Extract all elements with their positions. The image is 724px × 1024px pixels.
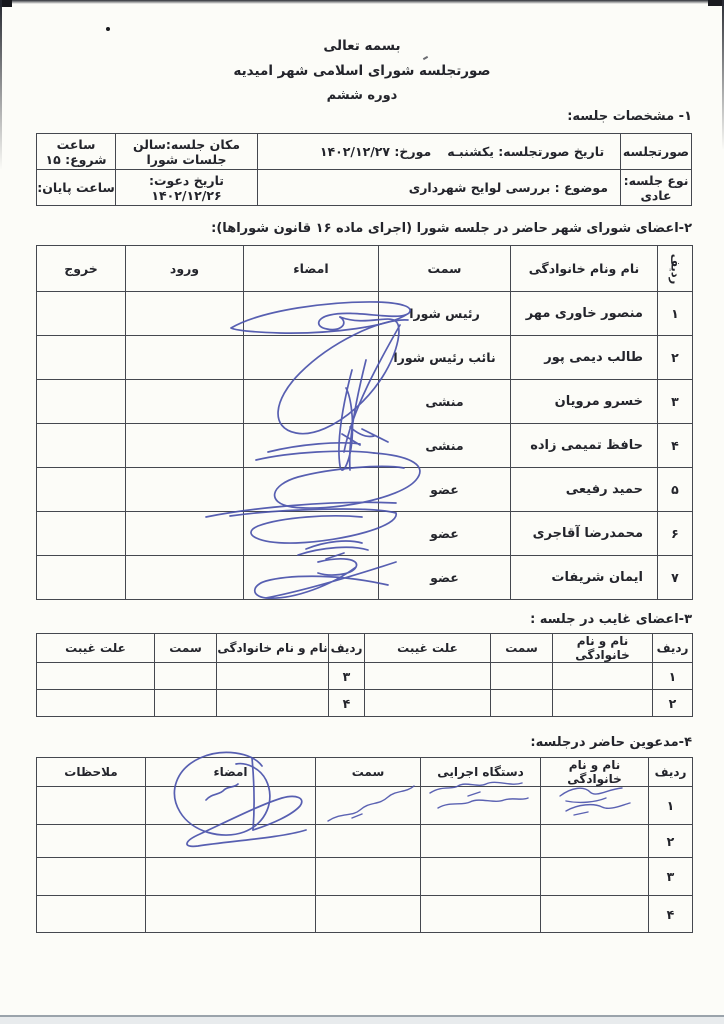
member-name: محمدرضا آقاجری: [511, 512, 658, 556]
col-header-name: نام و نام خانوادگی: [541, 758, 649, 787]
col-header-entry: ورود: [126, 246, 244, 292]
row-number: ۲: [658, 336, 693, 380]
meeting-date: مورخ: ۱۴۰۲/۱۲/۲۷: [319, 144, 432, 159]
invitee-semat-cell: [316, 825, 421, 858]
meeting-place-cell: مکان جلسه:سالن جلسات شورا: [116, 134, 258, 170]
entry-time-cell: [126, 468, 244, 512]
invitee-row: [37, 896, 693, 933]
invitee-row: [37, 825, 693, 858]
invitee-signature-cell: [146, 825, 316, 858]
row-number: ۳: [329, 663, 365, 690]
absent-semat-cell: [155, 663, 217, 690]
minutes-label-cell: صورتجلسه: [621, 134, 692, 170]
col-header-signature: امضاء: [146, 758, 316, 787]
member-row: [37, 336, 693, 380]
row-number: ۱: [653, 663, 693, 690]
entry-time-cell: [126, 380, 244, 424]
invitee-row: [37, 787, 693, 825]
section1-title: ۱- مشخصات جلسه:: [567, 109, 692, 124]
exit-time-cell: [37, 336, 126, 380]
scan-edge-bottom-light: [0, 1017, 724, 1024]
entry-time-cell: [126, 512, 244, 556]
invitee-row: [37, 858, 693, 896]
row-number: ۶: [658, 512, 693, 556]
absent-name-cell: [217, 690, 329, 717]
absent-name-cell: [553, 663, 653, 690]
invitee-agency-cell: [421, 896, 541, 933]
invitee-name-cell: [541, 896, 649, 933]
scan-edge-top: [0, 0, 724, 4]
col-header-name: نام ونام خانوادگی: [511, 246, 658, 292]
start-time-cell: ساعت شروع: ۱۵: [37, 134, 116, 170]
section4-title: ۴-مدعوین حاضر درجلسه:: [530, 735, 692, 750]
section3-title: ۳-اعضای غایب در جلسه :: [530, 612, 692, 627]
member-row: [37, 292, 693, 336]
council-term: دوره ششم: [326, 88, 398, 103]
signature-cell: [244, 468, 379, 512]
signature-cell: [244, 424, 379, 468]
signature-cell: [244, 556, 379, 600]
col-header-radif: ردیف: [329, 634, 365, 663]
signature-cell: [244, 512, 379, 556]
absent-row: [37, 690, 693, 717]
invitee-signature-cell: [146, 896, 316, 933]
absent-semat-cell: [155, 690, 217, 717]
besmele-line: بسمه تعالی: [323, 38, 401, 54]
member-position: منشی: [379, 424, 511, 468]
entry-time-cell: [126, 556, 244, 600]
col-header-semat: سمت: [316, 758, 421, 787]
col-header-radif: ردیف: [649, 758, 693, 787]
invitee-agency-cell: [421, 858, 541, 896]
member-position: عضو: [379, 512, 511, 556]
meeting-type-cell: نوع جلسه: عادی: [621, 170, 692, 206]
member-position: رئیس شورا: [379, 292, 511, 336]
col-header-name: نام و نام خانوادگی: [217, 634, 329, 663]
table-header-row: [37, 634, 693, 663]
invitee-remarks-cell: [37, 825, 146, 858]
invitee-name-cell: [541, 825, 649, 858]
col-header-radif: ردیف: [658, 246, 693, 292]
row-number: ۱: [658, 292, 693, 336]
col-header-radif: ردیف: [653, 634, 693, 663]
meeting-day: تاریخ صورتجلسه: یکشنبـه: [447, 144, 605, 159]
document-header: [22, 38, 702, 103]
present-members-table: [36, 245, 693, 600]
signature-cell: [244, 380, 379, 424]
meeting-details-table: [36, 133, 692, 206]
invitee-remarks-cell: [37, 787, 146, 825]
member-name: منصور خاوری مهر: [511, 292, 658, 336]
table-header-row: [37, 246, 693, 292]
col-header-semat: سمت: [155, 634, 217, 663]
member-row: [37, 512, 693, 556]
member-name: طالب دیمی پور: [511, 336, 658, 380]
invitee-signature-cell: [146, 858, 316, 896]
absence-reason-cell: [365, 690, 491, 717]
invitee-name-cell: [541, 787, 649, 825]
col-header-remarks: ملاحظات: [37, 758, 146, 787]
exit-time-cell: [37, 380, 126, 424]
absent-row: [37, 663, 693, 690]
col-header-absence-reason: علت غیبت: [37, 634, 155, 663]
exit-time-cell: [37, 424, 126, 468]
exit-time-cell: [37, 512, 126, 556]
table-header-row: [37, 758, 693, 787]
member-position: عضو: [379, 556, 511, 600]
col-header-semat: سمت: [491, 634, 553, 663]
absence-reason-cell: [37, 690, 155, 717]
member-row: [37, 556, 693, 600]
absence-reason-cell: [37, 663, 155, 690]
exit-time-cell: [37, 292, 126, 336]
meeting-subject-cell: موضوع : بررسی لوایح شهرداری: [258, 170, 621, 206]
invitee-name-cell: [541, 858, 649, 896]
col-header-name: نام و نام خانوادگی: [553, 634, 653, 663]
member-name: حمید رفیعی: [511, 468, 658, 512]
invite-date-cell: تاریخ دعوت: ۱۴۰۲/۱۲/۲۶: [116, 170, 258, 206]
meeting-date-cell: [258, 134, 621, 170]
row-number: ۲: [649, 825, 693, 858]
absent-semat-cell: [491, 663, 553, 690]
member-position: عضو: [379, 468, 511, 512]
invitee-semat-cell: [316, 787, 421, 825]
row-number: ۴: [658, 424, 693, 468]
entry-time-cell: [126, 292, 244, 336]
row-number: ۴: [649, 896, 693, 933]
row-number: ۲: [653, 690, 693, 717]
table-row: [37, 134, 692, 170]
entry-time-cell: [126, 424, 244, 468]
member-name: ایمان شریفات: [511, 556, 658, 600]
invitee-agency-cell: [421, 787, 541, 825]
member-row: [37, 424, 693, 468]
row-number: ۵: [658, 468, 693, 512]
col-header-signature: امضاء: [244, 246, 379, 292]
invitee-agency-cell: [421, 825, 541, 858]
row-number: ۴: [329, 690, 365, 717]
table-row: [37, 170, 692, 206]
row-number: ۱: [649, 787, 693, 825]
invitee-remarks-cell: [37, 896, 146, 933]
col-header-agency: دستگاه اجرایی: [421, 758, 541, 787]
scan-speck: [106, 27, 110, 31]
invitee-semat-cell: [316, 858, 421, 896]
col-header-exit: خروج: [37, 246, 126, 292]
signature-cell: [244, 336, 379, 380]
member-position: منشی: [379, 380, 511, 424]
member-name: خسرو مرویان: [511, 380, 658, 424]
col-header-absence-reason: علت غیبت: [365, 634, 491, 663]
member-name: حافظ تمیمی زاده: [511, 424, 658, 468]
exit-time-cell: [37, 556, 126, 600]
invitee-signature-cell: [146, 787, 316, 825]
scan-edge-left: [0, 0, 2, 170]
row-number: ۳: [658, 380, 693, 424]
exit-time-cell: [37, 468, 126, 512]
absent-semat-cell: [491, 690, 553, 717]
document-title: صورتجلسه شورای اسلامی شهر امیدیه: [233, 63, 491, 79]
member-position: نائب رئیس شورا: [379, 336, 511, 380]
signature-cell: [244, 292, 379, 336]
row-number: ۷: [658, 556, 693, 600]
invitees-table: [36, 757, 693, 933]
absent-name-cell: [217, 663, 329, 690]
col-header-semat: سمت: [379, 246, 511, 292]
section2-title: ۲-اعضای شورای شهر حاضر در جلسه شورا (اجرای ماده ۱۶ قانون شوراها):: [211, 221, 692, 236]
entry-time-cell: [126, 336, 244, 380]
absent-name-cell: [553, 690, 653, 717]
member-row: [37, 468, 693, 512]
invitee-remarks-cell: [37, 858, 146, 896]
absent-members-table: [36, 633, 693, 717]
end-time-cell: ساعت پایان:: [37, 170, 116, 206]
row-number: ۳: [649, 858, 693, 896]
absence-reason-cell: [365, 663, 491, 690]
member-row: [37, 380, 693, 424]
invitee-semat-cell: [316, 896, 421, 933]
